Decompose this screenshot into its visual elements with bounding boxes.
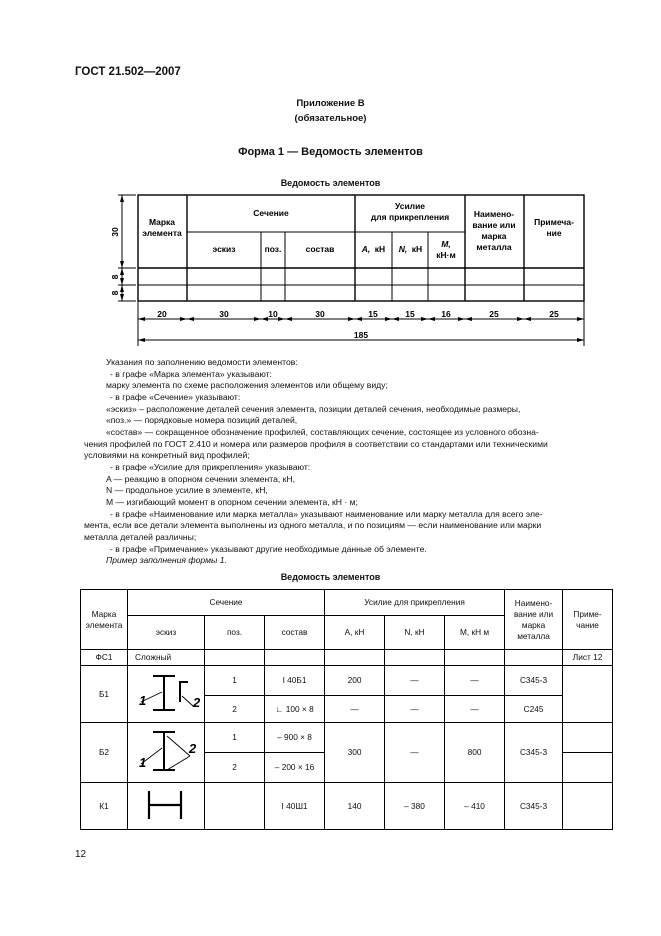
form-col-a-unit: кН [374,244,386,254]
col-mark-header: Марка элемента [81,590,128,650]
b1-comp-2: ∟ 100 × 8 [265,696,325,723]
col-pos-header: поз. [205,616,265,650]
k1-metal: С345-3 [505,783,563,830]
dim-row1-height: 8 [110,274,120,280]
example-caption: Ведомость элементов [280,572,381,582]
form-col-name-2: вание или [472,220,516,230]
col-n-header: N, кН [385,616,445,650]
instruction-line: N — продольное усилие в элементе, кН, [106,485,268,496]
b1-comp-1: I 40Б1 [265,666,325,696]
instruction-line: M — изгибающий момент в опорном сечении элемента, кН · м; [106,496,358,507]
dim-width: 30 [315,309,325,319]
instruction-line: - в графе «Наименование или марка металла» указывают наименование или марку металла для всего эле- [110,508,543,519]
col-force-header: Усилие для прикрепления [325,590,505,616]
dim-total: 185 [353,330,369,340]
instruction-line: Указания по заполнению ведомости элементов: [106,357,298,367]
col-a-header: A, кН [325,616,385,650]
instruction-line: «поз.» — порядковые номера позиций деталей, [106,415,298,426]
b2-metal: С345-3 [505,723,563,783]
form-col-m: M, [441,239,451,249]
b1-sketch-drawing [131,668,201,718]
dim-width: 30 [219,309,229,319]
instruction-line: Пример заполнения формы 1. [106,555,227,566]
dim-width: 25 [549,309,559,319]
b2-m: 800 [445,723,505,783]
fs1-sketch: Сложный [128,650,205,666]
b1-n-2: — [385,696,445,723]
instruction-line: марку элемента по схеме расположения элементов или общему виду; [106,380,388,391]
b2-sketch-drawing [131,726,201,776]
dim-width: 10 [268,309,278,319]
dim-width: 20 [157,309,167,319]
document-header: ГОСТ 21.502—2007 [75,66,181,78]
instruction-line: - в графе «Усилие для прикрепления» указывают: [110,461,311,472]
k1-sketch [128,783,205,830]
instruction-line: «состав» — сокращенное обозначение профилей, составляющих сечение, состоящее из условного обозна- [106,426,539,437]
form-col-note-1: Примеча- [534,217,574,227]
b2-mark: Б2 [81,723,128,783]
b2-a: 300 [325,723,385,783]
instruction-line: - в графе «Марка элемента» указывают: [110,368,272,379]
form-col-note-2: ние [546,228,562,238]
k1-a: 140 [325,783,385,830]
b1-metal-1: С345-3 [505,666,563,696]
form-col-comp: состав [305,244,335,254]
instruction-line: - в графе «Сечение» указывают: [110,391,241,402]
b2-comp-2: – 200 × 16 [265,753,325,783]
b1-pos-1: 1 [205,666,265,696]
col-sketch-header: эскиз [128,616,205,650]
fs1-note: Лист 12 [563,650,613,666]
form-col-pos: поз. [264,244,282,254]
col-note-header: Приме-чание [563,590,613,650]
form-col-n: N, [398,244,408,254]
instruction-line: металла деталей различны; [84,531,197,542]
form-col-name-1: Наимено- [473,209,515,219]
k1-n: – 380 [385,783,445,830]
form-col-m-unit: кН·м [436,250,456,260]
form-title: Форма 1 — Ведомость элементов [238,146,423,158]
instructions [84,357,616,567]
instruction-line: условиями на конкретный вид профилей; [84,450,250,461]
b1-a-2: — [325,696,385,723]
form-col-mark-2: элемента [142,228,182,238]
b2-comp-1: – 900 × 8 [265,723,325,753]
sketch-label-2: 2 [189,741,197,756]
col-comp-header: состав [265,616,325,650]
instruction-line: мента, если все детали элемента выполнены из одного металла, и по позициям — если наименование или марки [84,520,542,531]
b1-n-1: — [385,666,445,696]
dim-row2-height: 8 [110,290,120,296]
b2-pos-1: 1 [205,723,265,753]
instruction-line: A — реакцию в опорном сечении элемента, кН, [106,473,295,484]
k1-m: – 410 [445,783,505,830]
k1-mark: К1 [81,783,128,830]
form-col-force-1: Усилие [394,201,426,211]
b1-m-1: — [445,666,505,696]
k1-comp: I 40Ш1 [265,783,325,830]
dim-header-height: 30 [110,227,120,237]
b1-m-2: — [445,696,505,723]
form-col-name-4: металла [476,242,512,252]
b1-a-1: 200 [325,666,385,696]
k1-sketch-drawing [131,785,201,825]
appendix-heading [0,96,661,126]
form-col-n-unit: кН [411,244,423,254]
b2-n: — [385,723,445,783]
col-name-header: Наимено-вание или марка металла [505,590,563,650]
sketch-label-1: 1 [139,692,147,708]
b1-pos-2: 2 [205,696,265,723]
b1-sketch [128,666,205,723]
dim-width: 15 [368,309,378,319]
instruction-line: «эскиз» – расположение деталей сечения элемента, позиции деталей сечения, необходимые размеры, [106,403,521,414]
form-col-a: A, [361,244,371,254]
col-m-header: M, кН м [445,616,505,650]
form-col-section: Сечение [253,208,289,218]
instruction-line: - в графе «Примечание» указывают другие необходимые данные об элементе. [110,543,427,554]
form-col-mark-1: Марка [148,217,176,227]
sketch-label-2: 2 [193,694,201,710]
col-section-header: Сечение [128,590,325,616]
form-col-force-2: для прикрепления [370,212,450,222]
form-table-caption: Ведомость элементов [280,178,381,188]
dim-width: 25 [489,309,499,319]
appendix-title: Приложение В [296,98,365,109]
fs1-mark: ФС1 [81,650,128,666]
example-table [80,589,613,830]
appendix-note: (обязательное) [294,113,367,124]
form-table-diagram [100,188,600,348]
b1-mark: Б1 [81,666,128,723]
b1-metal-2: С245 [505,696,563,723]
sketch-label-1: 1 [139,755,147,770]
dim-width: 16 [441,309,451,319]
form-col-sketch: эскиз [212,244,236,254]
b2-pos-2: 2 [205,753,265,783]
dim-width: 15 [405,309,415,319]
instruction-line: чения профилей по ГОСТ 2.410 и номера или размеров профиля в соответствии со стандартами или техническими [84,438,548,449]
form-col-name-3: марка [481,231,507,241]
page-number: 12 [75,849,87,860]
b2-sketch [128,723,205,783]
